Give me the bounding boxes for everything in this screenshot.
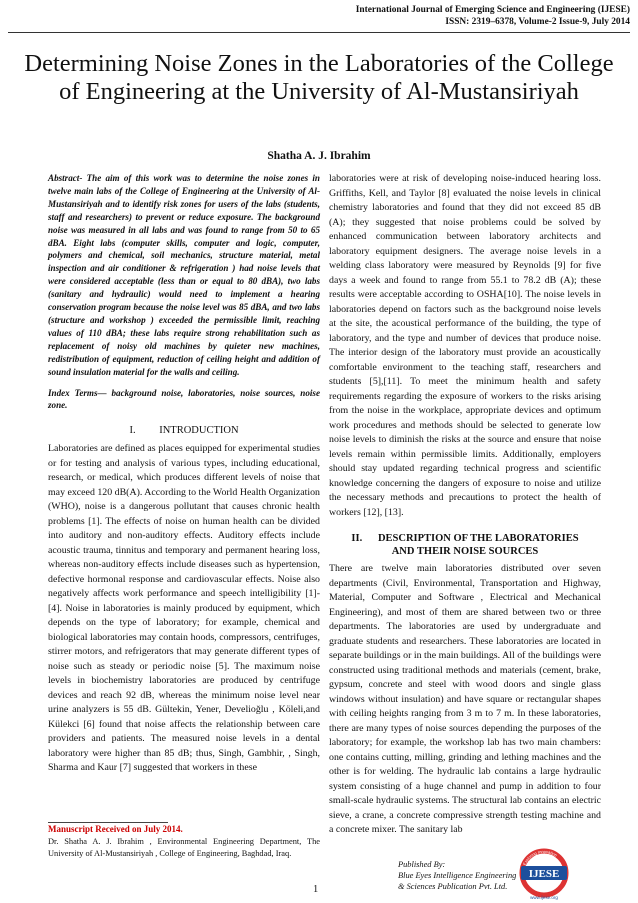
section-1-heading: I. INTRODUCTION bbox=[129, 425, 239, 437]
journal-name: International Journal of Emerging Science and Engineering (IJESE) bbox=[355, 5, 630, 15]
publisher-line1: Blue Eyes Intelligence Engineering bbox=[398, 871, 517, 880]
logo-text: IJESE bbox=[528, 868, 560, 880]
section-2-body: There are twelve main laboratories distributed over seven departments (Civil, Environmental, Transportation and Highway, Material, Computer and Software , Electrical and Mechanical Engineering), and most of them are shared between two or three departments. The laboratories are used by undergraduate and graduate students and researchers. These laboratories are located in separate buildings or in the main buildings. All of the buildings were constructed using traditional methods and materials (cement, brake, gypsum, concrete and steel with wood doors and single glass windows without insulation) and have square or rectangular shapes with ceiling heights ranging from 3 m to 7 m. In these laboratories, there are many types of noise sources depending the purposes of the laboratory; for example, the workshop lab has two main chambers: one contains cutting, milling, grinding and lething machines and the other is for welding. The hydraulic lab contains a large hydraulic system consisting of a huge channel and pump in addition to four small-scale hydraulic systems. The structural lab contains an electric sieve, a crane, a concrete compressive strength testing machine and a concrete mixer. The sanitary lab bbox=[329, 563, 601, 835]
section-1-body: Laboratories are defined as places equipped for experimental studies or for testing and analysis of various types, including educational, research, or medical, which produces different levels of noise that may exceed 120 dB(A). According to the World Health Organization (WHO), noise is a dangerous pollutant that causes chronic health problems [1]. The effects of noise on human health can be divided into auditory and non-auditory effects. Auditory effects include acoustic trauma, tinnitus and temporary and permanent hearing loss, whereas non-auditory effects include diseases such as hypertension, defective hormonal response and cardiovascular effects. Noise also negatively affects work performance and speech intelligibility [1]-[4]. Noise in laboratories is mainly produced by equipment, which depends on the type of laboratory; for example, chemical and biological laboratories may contain hoods, compressors, centrifuges, stirrer motors, and refrigerators that may generate different types of noise such as steady or periodic noise [5]. The maximum noise levels in biochemistry laboratories are produced by centrifuge devices and reach 92 dB, whereas the minimum noise level near urine analyzers is 55 dB. Gültekin, Yener, Develioğlu , Köleli,and Külekci [6] found that noise affects the relationship between care providers and patients. The measured noise levels in a dental laboratory were higher than 85 dB; thus, Singh, Gambhir, , Singh, Sharma and Kaur [7] suggested that workers in these bbox=[48, 443, 320, 774]
publisher-info bbox=[398, 859, 516, 892]
abstract: Abstract- The aim of this work was to determine the noise zones in twelve main labs of the College of Engineering at the University of Al-Mustansiriyah and to identify risk zones for users of the labs (students, staff and researchers) to prevent or reduce exposure. The background noise was measured in all labs and was found to range from 50 to 65 dBA. Eight labs (computer skills, computer and logic, computer, polymers and chemical, soil mechanics, structure material, metal inspection and air conditioner & refrigeration ) had noise levels that were considered acceptable (less than or equal to 80 dBA), two labs (sanitary and hydraulic) would need to implement a hearing conservation program because the noise level was 85 dBA, and two labs (structure and workshop ) exceeded the permissible limit, reaching values of 110 dBA; these labs require strong rehabilitation such as replacement of noisy old machines by quieter new machines, redistribution of equipment, reduction of ceiling height and addition of sound insulation material for the walls and ceiling. bbox=[48, 173, 320, 377]
footnote-rule bbox=[48, 822, 168, 823]
intro-continued: laboratories were at risk of developing noise-induced hearing loss. Griffiths, Kell, and Taylor [8] evaluated the noise levels in clinical chemistry laboratories and found that they did not exceed 85 dB (A); they suggested that noise problems could be solved by enhanced communication between laboratory architects and laboratory equipment designers. The average noise levels in a welding class laboratory were measured by Reynolds [9] for five days a week and found to range from 55.1 to 78.2 dB (A); these results were acceptable according to OSHA[10]. The noise levels in laboratories depend on factors such as the background noise levels at the site, the acoustical performance of the building, the type of laboratory, and the type and number of devices that produce noise. The interior design of the laboratory must provide an acoustically comfortable environment to the teaching staff, researchers and students [5],[11]. To meet the minimum health and safety requirements regarding the exposure of workers to the risks arising from the noise in the workplace, appropriate devices and optimum work procedures and methods should be selected to generate low noise levels to diminish the risks at the source and ensure that noise levels remain within permissible limits. Additionally, employers should stay updated regarding technical progress and scientific knowledge concerning the dangers of exposure to noise and utilize the necessary methods and precautions to protect the health of workers [12], [13]. bbox=[329, 173, 601, 518]
logo-ring-text: Exploring Innovation bbox=[521, 848, 559, 867]
published-by-label: Published By: bbox=[398, 860, 446, 869]
page-number: 1 bbox=[313, 884, 319, 895]
section-2-heading-line1: II. DESCRIPTION OF THE LABORATORIES bbox=[351, 533, 579, 544]
journal-issn: ISSN: 2319–6378, Volume-2 Issue-9, July 2014 bbox=[445, 17, 630, 27]
ijese-logo bbox=[515, 848, 573, 900]
index-terms: Index Terms— background noise, laboratories, noise sources, noise zone. bbox=[48, 387, 320, 411]
section-2-heading-line2: AND THEIR NOISE SOURCES bbox=[391, 546, 539, 557]
paper-author: Shatha A. J. Ibrahim bbox=[267, 150, 371, 162]
manuscript-received: Manuscript Received on July 2014. bbox=[48, 824, 183, 834]
journal-header bbox=[356, 4, 630, 28]
right-column bbox=[329, 172, 601, 838]
left-column bbox=[48, 172, 320, 776]
publisher-line2: & Sciences Publication Pvt. Ltd. bbox=[398, 882, 508, 891]
section-2-heading bbox=[329, 532, 601, 558]
header-rule bbox=[8, 32, 630, 33]
paper-title: Determining Noise Zones in the Laboratories of the College of Engineering at the University of Al-Mustansiriyah bbox=[24, 50, 614, 105]
author-footnote: Dr. Shatha A. J. Ibrahim , Environmental Engineering Department, The University of Al-Mustansiriyah , College of Engineering, Baghdad, Iraq. bbox=[48, 837, 320, 858]
logo-tag: www.ijese.org bbox=[530, 895, 558, 900]
